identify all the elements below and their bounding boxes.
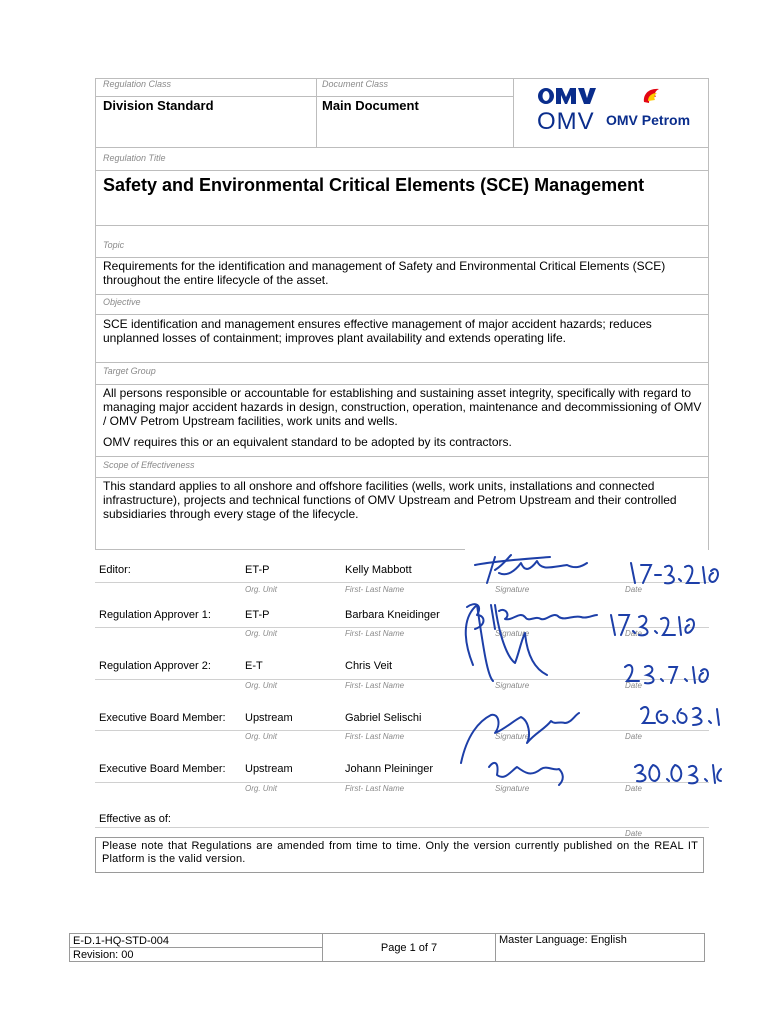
date-label: Date (625, 732, 642, 741)
header-divider-2 (513, 78, 514, 147)
name-label: First- Last Name (345, 681, 405, 690)
footer-language: Master Language: English (496, 934, 705, 962)
omv-logo-mark (537, 86, 597, 106)
objective-text: SCE identification and management ensures effective management of major accident hazards; reduces unplanned losses of containment; improves plant availability and extends operating life. (103, 317, 652, 345)
signature-unit: E-T (245, 660, 263, 672)
target-label-line (95, 384, 709, 385)
signature-role: Regulation Approver 1: (99, 609, 211, 621)
target-group-label: Target Group (103, 366, 156, 376)
org-unit-label: Org. Unit (245, 585, 278, 594)
validity-note-text: Please note that Regulations are amended from time to time. Only the version currently published on the REAL IT Platform is the valid version. (102, 840, 698, 865)
signature-role: Executive Board Member: (99, 763, 226, 775)
topic-label-line (95, 257, 709, 258)
signature-role: Executive Board Member: (99, 712, 226, 724)
regulation-class-value: Division Standard (103, 98, 214, 113)
org-unit-label: Org. Unit (245, 629, 278, 638)
frame-top (95, 78, 709, 79)
signature-name: Barbara Kneidinger (345, 609, 440, 621)
objective-bottom-line (95, 362, 709, 363)
target-group-text: All persons responsible or accountable for establishing and sustaining asset integrity, specifically with regard to managing major accident hazards in design, construction, operation, maintenance and decommissioning of OMV / OMV Petrom Upstream facilities, work units and wells. (103, 386, 702, 428)
signature-unit: ET-P (245, 564, 270, 576)
date-label: Date (625, 585, 642, 594)
objective-label: Objective (103, 297, 141, 307)
validity-note-box (95, 837, 704, 873)
name-label: First- Last Name (345, 732, 405, 741)
date-label: Date (625, 629, 642, 638)
scope-label: Scope of Effectiveness (103, 460, 195, 470)
scope-text: This standard applies to all onshore and offshore facilities (wells, work units, installations and connected infrastructure), projects and technical functions of OMV Upstream and Petrom Upstream and their controlled subsidiaries through every stage of the lifecycle. (103, 479, 677, 521)
name-label: First- Last Name (345, 585, 405, 594)
date-label: Date (625, 681, 642, 690)
document-class-value: Main Document (322, 98, 419, 113)
name-label: First- Last Name (345, 629, 405, 638)
petrom-flame-icon (641, 86, 663, 106)
footer-table (69, 933, 705, 962)
effective-date-label: Date (625, 829, 642, 838)
topic-text: Requirements for the identification and management of Safety and Environmental Critical Elements (SCE) throughout the entire lifecycle of the asset. (103, 259, 666, 287)
signature-label: Signature (495, 681, 530, 690)
effective-label: Effective as of: (99, 813, 171, 825)
signature-label: Signature (495, 784, 530, 793)
omv-petrom-logo-text: OMV Petrom (606, 112, 691, 128)
header-bottom-line (95, 147, 709, 148)
org-unit-label: Org. Unit (245, 732, 278, 741)
signature-unit: ET-P (245, 609, 270, 621)
signature-name: Kelly Mabbott (345, 564, 412, 576)
scope-label-line (95, 477, 709, 478)
header-divider-1 (316, 78, 317, 147)
footer-doc-id: E-D.1-HQ-STD-004 (70, 934, 323, 948)
frame-bottom-line (95, 549, 465, 550)
omv-logo-text: OMV (537, 108, 595, 135)
name-label: First- Last Name (345, 784, 405, 793)
signature-role: Regulation Approver 2: (99, 660, 211, 672)
title-label-line (95, 170, 709, 171)
handwritten-signatures-image (455, 545, 725, 805)
title-bottom-line (95, 225, 709, 226)
org-unit-label: Org. Unit (245, 681, 278, 690)
signature-name: Gabriel Selischi (345, 712, 422, 724)
signature-label: Signature (495, 732, 530, 741)
footer-page: Page 1 of 7 (323, 934, 496, 962)
date-label: Date (625, 784, 642, 793)
header-label-line (95, 96, 514, 97)
signature-label: Signature (495, 629, 530, 638)
signature-name: Johann Pleininger (345, 763, 434, 775)
document-class-label: Document Class (322, 79, 389, 89)
regulation-title-label: Regulation Title (103, 153, 166, 163)
footer-revision: Revision: 00 (70, 948, 323, 962)
org-unit-label: Org. Unit (245, 784, 278, 793)
topic-label: Topic (103, 240, 125, 250)
regulation-class-label: Regulation Class (103, 79, 172, 89)
signature-name: Chris Veit (345, 660, 393, 672)
signature-role: Editor: (99, 564, 131, 576)
objective-label-line (95, 314, 709, 315)
target-bottom-line (95, 456, 709, 457)
target-group-text-2: OMV requires this or an equivalent standard to be adopted by its contractors. (103, 435, 512, 449)
topic-bottom-line (95, 294, 709, 295)
signature-label: Signature (495, 585, 530, 594)
effective-line (95, 827, 709, 828)
signature-unit: Upstream (245, 763, 293, 775)
regulation-title: Safety and Environmental Critical Elements (SCE) Management (103, 175, 645, 195)
signature-unit: Upstream (245, 712, 293, 724)
